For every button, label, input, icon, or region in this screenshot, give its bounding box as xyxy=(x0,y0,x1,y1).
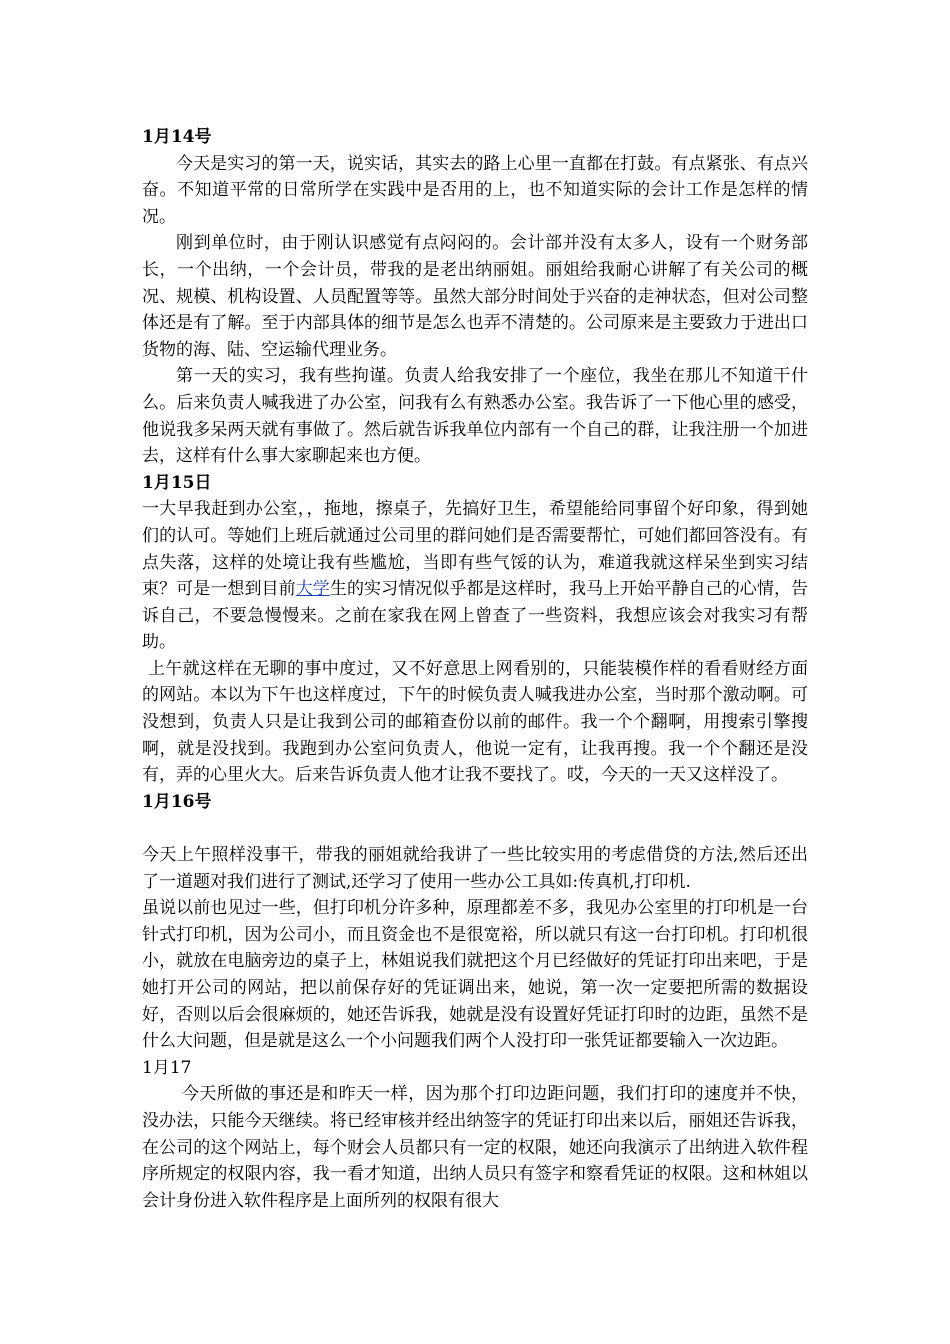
document-body xyxy=(142,124,808,1214)
entry-date-jan17: 1月17 xyxy=(142,1057,192,1078)
entry-jan16-paragraph-1: 今天上午照样没事干，带我的丽姐就给我讲了一些比较实用的考虑借贷的方法,然后还出了一道题对我们进行了测试,还学习了使用一些办公工具如:传真机,打印机. xyxy=(142,845,808,892)
entry-jan14-paragraph-3: 第一天的实习，我有些拘谨。负责人给我安排了一个座位，我坐在那儿不知道干什么。后来负责人喊我进了办公室，问我有么有熟悉办公室。我告诉了一下他心里的感受，他说我多呆两天就有事做了。然后就告诉我单位内部有一个自己的群，让我注册一个加进去，这样有什么事大家聊起来也方便。 xyxy=(142,366,808,467)
entry-jan15-text-b: 生的实习情况似乎都是这样时，我马上开始平静自己的心情，告诉自己，不要急慢慢来。之前在家我在网上曾查了一些资料，我想应该会对我实习有帮助。 xyxy=(142,579,809,653)
entry-jan17-paragraph-1: 今天所做的事还是和昨天一样，因为那个打印边距问题，我们打印的速度并不快，没办法，只能今天继续。将已经审核并经出纳签字的凭证打印出来以后，丽姐还告诉我，在公司的这个网站上，每个财会人员都只有一定的权限，她还向我演示了出纳进入软件程序所规定的权限内容，我一看才知道，出纳人员只有签字和察看凭证的权限。这和林姐以会计身份进入软件程序是上面所列的权限有很大 xyxy=(142,1084,808,1211)
entry-jan15-paragraph-2: 上午就这样在无聊的事中度过，又不好意思上网看别的，只能装模作样的看看财经方面的网站。本以为下午也这样度过，下午的时候负责人喊我进办公室，当时那个激动啊。可没想到，负责人只是让我到公司的邮箱查份以前的邮件。我一个个翻啊，用搜索引擎搜啊，就是没找到。我跑到办公室问负责人，他说一定有，让我再搜。我一个个翻还是没有，弄的心里火大。后来告诉负责人他才让我不要找了。哎，今天的一天又这样没了。 xyxy=(142,658,808,786)
entry-date-jan14: 1月14号 xyxy=(142,127,212,147)
entry-date-jan15: 1月15日 xyxy=(142,472,212,493)
entry-jan16-paragraph-2: 虽说以前也见过一些，但打印机分许多种，原理都差不多，我见办公室里的打印机是一台针式打印机，因为公司小，而且资金也不是很宽裕，所以就只有这一台打印机。打印机很小，就放在电脑旁边的桌子上，林姐说我们就把这个月已经做好的凭证打印出来吧，于是她打开公司的网站，把以前保存好的凭证调出来，她说，第一次一定要把所需的数据设好，否则以后会很麻烦的，她还告诉我，她就是没有设置好凭证打印时的边距，虽然不是什么大问题，但是就是这么一个小问题我们两个人没打印一张凭证都要输入一次边距。 xyxy=(142,898,808,1052)
entry-date-jan16: 1月16号 xyxy=(142,791,212,812)
entry-jan15-paragraph-1 xyxy=(142,496,808,656)
daxue-link[interactable]: 大学 xyxy=(295,579,330,600)
entry-jan14-paragraph-1: 今天是实习的第一天，说实话，其实去的路上心里一直都在打鼓。有点紧张、有点兴奋。不知道平常的日常所学在实践中是否用的上，也不知道实际的会计工作是怎样的情况。 xyxy=(142,153,808,227)
blank-line xyxy=(142,815,808,842)
entry-jan15-text-a: 一大早我赶到办公室，，拖地，擦桌子，先搞好卫生，希望能给同事留个好印象，得到她们的认可。等她们上班后就通过公司里的群问她们是否需要帮忙，可她们都回答没有。有点失落，这样的处境让我有些尴尬，当即有些气馁的认为，难道我就这样呆坐到实习结束？可是一想到目前 xyxy=(142,499,808,600)
entry-jan14-paragraph-2: 刚到单位时，由于刚认识感觉有点闷闷的。会计部并没有太多人，设有一个财务部长，一个出纳，一个会计员，带我的是老出纳丽姐。丽姐给我耐心讲解了有关公司的概况、规模、机构设置、人员配置等等。虽然大部分时间处于兴奋的走神状态，但对公司整体还是有了解。至于内部具体的细节是怎么也弄不清楚的。公司原来是主要致力于进出口货物的海、陆、空运输代理业务。 xyxy=(142,233,808,360)
